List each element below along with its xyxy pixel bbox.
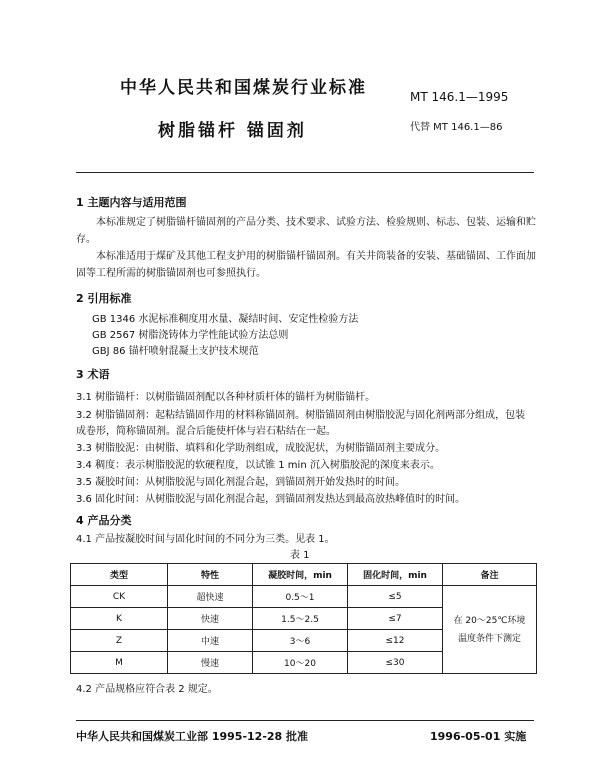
remarks-cell [443, 586, 537, 674]
table-cell: ≤30 [348, 652, 443, 674]
table-cell: 1.5～2.5 [253, 608, 348, 630]
term-3-3: 3.3 树脂胶泥：由树脂、填料和化学助剂组成，成胶泥状，为树脂锚固剂主要成分。 [76, 443, 446, 454]
table-cell: ≤5 [348, 586, 443, 608]
remarks-line: 在 20～25℃环境 [453, 615, 526, 626]
table-caption: 表 1 [290, 550, 310, 561]
column-header: 固化时间，min [348, 564, 443, 586]
table-cell: ≤7 [348, 608, 443, 630]
table-row [71, 586, 537, 608]
remarks-line: 温度条件下测定 [457, 633, 521, 644]
section-3-heading: 3 术语 [76, 368, 110, 381]
section-1-paragraph-1: 本标准规定了树脂锚杆锚固剂的产品分类、技术要求、试验方法、检验规则、标志、包装、运输和贮存。 [76, 217, 536, 245]
clause-4-2: 4.2 产品规格应符合表 2 规定。 [76, 684, 218, 695]
replaces-standard: 代替 MT 146.1—86 [410, 122, 503, 133]
section-2-heading: 2 引用标准 [76, 292, 132, 305]
table-cell: 慢速 [168, 652, 253, 674]
table-cell: M [71, 652, 168, 674]
term-3-1: 3.1 树脂锚杆：以树脂锚固剂配以各种材质杆体的锚杆为树脂锚杆。 [76, 392, 376, 403]
table-cell: 0.5～1 [253, 586, 348, 608]
document-title: 树脂锚杆 锚固剂 [158, 121, 307, 141]
section-1-paragraph-2: 本标准适用于煤矿及其他工程支护用的树脂锚杆锚固剂。有关井筒装备的安装、基础锚固、工作面加固等工程所需的树脂锚固剂也可参照执行。 [76, 251, 536, 279]
table-cell: 3～6 [253, 630, 348, 652]
section-4-heading: 4 产品分类 [76, 514, 132, 527]
clause-4-1: 4.1 产品按凝胶时间与固化时间的不同分为三类。见表 1。 [76, 534, 335, 545]
table-header-row [71, 564, 537, 586]
table-cell: Z [71, 630, 168, 652]
issuing-organization: 中华人民共和国煤炭行业标准 [120, 78, 367, 98]
table-cell: 快速 [168, 608, 253, 630]
column-header: 类型 [71, 564, 168, 586]
header-divider [76, 172, 534, 173]
table-cell: 10～20 [253, 652, 348, 674]
standard-number: MT 146.1—1995 [410, 90, 509, 104]
table-cell: K [71, 608, 168, 630]
table-cell: ≤12 [348, 630, 443, 652]
term-3-2-line-2: 成卷形，简称锚固剂。混合后能使杆体与岩石粘结在一起。 [76, 426, 336, 437]
term-3-6: 3.6 固化时间：从树脂胶泥与固化剂混合起，到锚固剂发热达到最高放热峰值时的时间。 [76, 494, 466, 505]
footer-divider [76, 720, 534, 721]
reference-item: GBJ 86 锚杆喷射混凝土支护技术规范 [92, 346, 259, 357]
term-3-2-line-1: 3.2 树脂锚固剂：起粘结锚固作用的材料称锚固剂。树脂锚固剂由树脂胶泥与固化剂两部分组成，包装 [76, 410, 526, 421]
classification-table [70, 563, 537, 674]
column-header: 凝胶时间，min [253, 564, 348, 586]
term-3-4: 3.4 稠度：表示树脂胶泥的软硬程度，以试锥 1 min 沉入树脂胶泥的深度来表示。 [76, 460, 440, 471]
effective-date: 1996-05-01 实施 [430, 730, 527, 743]
table-cell: CK [71, 586, 168, 608]
table-cell: 超快速 [168, 586, 253, 608]
column-header: 特性 [168, 564, 253, 586]
reference-item: GB 2567 树脂浇铸体力学性能试验方法总则 [92, 330, 289, 341]
reference-item: GB 1346 水泥标准稠度用水量、凝结时间、安定性检验方法 [92, 314, 359, 325]
section-1-heading: 1 主题内容与适用范围 [76, 196, 187, 209]
approval-statement: 中华人民共和国煤炭工业部 1995-12-28 批准 [76, 730, 309, 743]
column-header: 备注 [443, 564, 537, 586]
table-cell: 中速 [168, 630, 253, 652]
term-3-5: 3.5 凝胶时间：从树脂胶泥与固化剂混合起，到锚固剂开始发热时的时间。 [76, 477, 406, 488]
